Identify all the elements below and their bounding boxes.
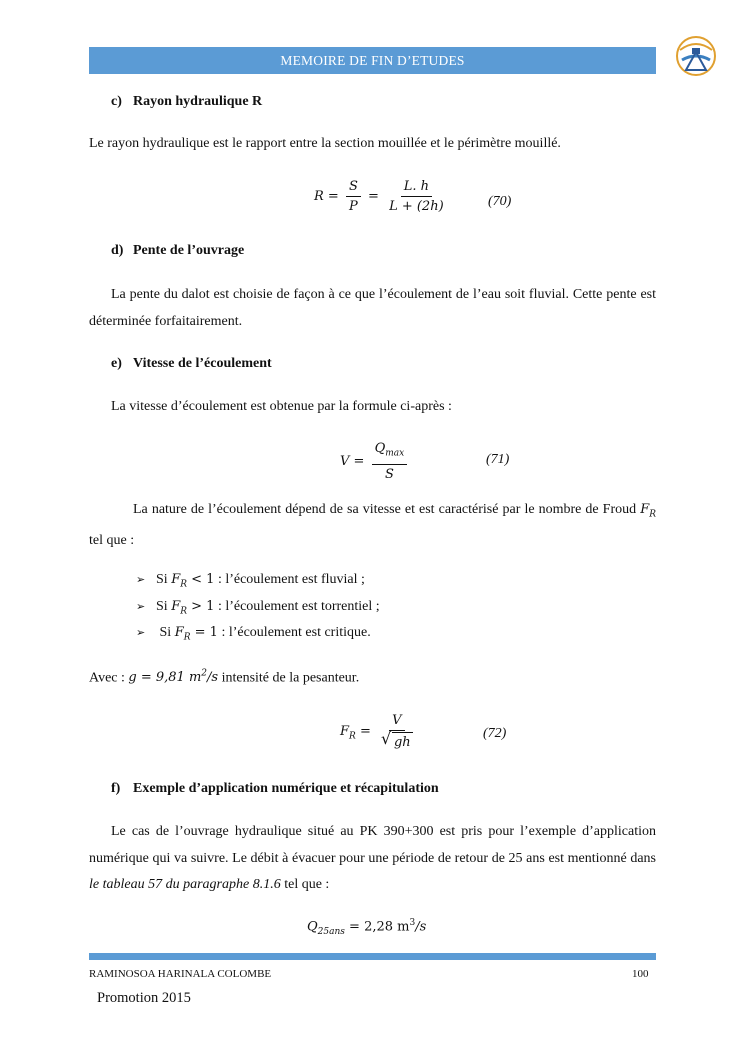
footer-bar bbox=[89, 953, 656, 960]
section-letter: c) bbox=[111, 94, 122, 109]
list-item: ➢ Si $F_R < 1$ : l’écoulement est fluvial ; bbox=[136, 572, 365, 590]
header-title: MEMOIRE DE FIN D’ETUDES bbox=[280, 52, 465, 68]
equation-70 bbox=[314, 178, 450, 215]
promotion-label: Promotion 2015 bbox=[97, 990, 191, 1006]
section-title: Rayon hydraulique R bbox=[133, 94, 263, 109]
header-bar bbox=[89, 47, 656, 74]
paragraph-exemple: Le cas de l’ouvrage hydraulique situé au PK 390+300 est pris pour l’exemple d’application numérique qui va suivre. Le débit à évacuer pour une période de retour de 25 ans est mentionné dans le tableau 57 du paragraphe 8.1.6 tel que : bbox=[89, 824, 656, 892]
paragraph-vitesse: La vitesse d’écoulement est obtenue par la formule ci-après : bbox=[111, 399, 452, 414]
fraction: V √ gh bbox=[380, 713, 411, 750]
fraction: $\frac{S}{P}$ bbox=[346, 178, 361, 215]
school-logo-icon bbox=[674, 34, 718, 78]
arrow-bullet-icon: ➢ bbox=[136, 601, 146, 613]
fraction: $\frac{Q_{max}}{S}$ bbox=[372, 440, 408, 483]
sqrt-symbol: √ gh bbox=[380, 729, 411, 750]
radical-icon: √ bbox=[380, 729, 392, 748]
eq71-lhs: V = bbox=[340, 453, 365, 469]
list-item: ➢ Si $F_R > 1$ : l’écoulement est torrentiel ; bbox=[136, 599, 380, 617]
list-item: ➢ Si $F_R = 1$ : l’écoulement est critique. bbox=[136, 625, 371, 643]
arrow-bullet-icon: ➢ bbox=[136, 574, 146, 586]
section-letter: f) bbox=[111, 781, 121, 796]
equals: = bbox=[368, 189, 379, 204]
author-name: RAMINOSOA HARINALA COLOMBE bbox=[89, 968, 272, 980]
page-number: 100 bbox=[632, 968, 649, 980]
section-title: Pente de l’ouvrage bbox=[133, 243, 245, 258]
froud-symbol: $F_R$ bbox=[640, 502, 657, 520]
section-c-heading bbox=[111, 94, 262, 110]
section-e-heading bbox=[111, 356, 272, 372]
section-d-heading bbox=[111, 243, 244, 259]
fraction: $\frac{L. h}{L + (2h)}$ bbox=[389, 179, 444, 214]
section-letter: e) bbox=[111, 356, 122, 371]
table-reference: le tableau 57 du paragraphe 8.1.6 bbox=[89, 877, 281, 892]
gravity-formula: g = 9,81 $m^2/s$ bbox=[128, 669, 219, 686]
arrow-bullet-icon: ➢ bbox=[136, 627, 146, 639]
equation-71 bbox=[340, 440, 410, 483]
equation-number: (72) bbox=[483, 726, 507, 741]
q25-equation: $Q_{25ans} = 2,28$ $m^3/s$ bbox=[307, 918, 427, 937]
paragraph-pente: La pente du dalot est choisie de façon à ce que l’écoulement de l’eau soit fluvial. Cette pente est déterminée forfaitairement. bbox=[89, 287, 656, 329]
eq70-lhs: R = bbox=[314, 189, 339, 204]
equation-number: (70) bbox=[488, 194, 512, 209]
paragraph-froud: La nature de l’écoulement dépend de sa vitesse et est caractérisé par le nombre de Froud $F_R$ tel que : bbox=[89, 502, 657, 549]
section-letter: d) bbox=[111, 243, 124, 258]
paragraph-rayon: Le rayon hydraulique est le rapport entre la section mouillée et le périmètre mouillé. bbox=[89, 136, 561, 151]
section-title: Exemple d’application numérique et récapitulation bbox=[133, 781, 439, 796]
gravity-line: Avec : g = 9,81 $m^2/s$ intensité de la pesanteur. bbox=[89, 669, 360, 686]
equation-number: (71) bbox=[486, 452, 510, 467]
section-title: Vitesse de l’écoulement bbox=[133, 356, 272, 371]
section-f-heading bbox=[111, 781, 439, 797]
equation-72: $F_R$ = V √ gh bbox=[340, 712, 419, 751]
